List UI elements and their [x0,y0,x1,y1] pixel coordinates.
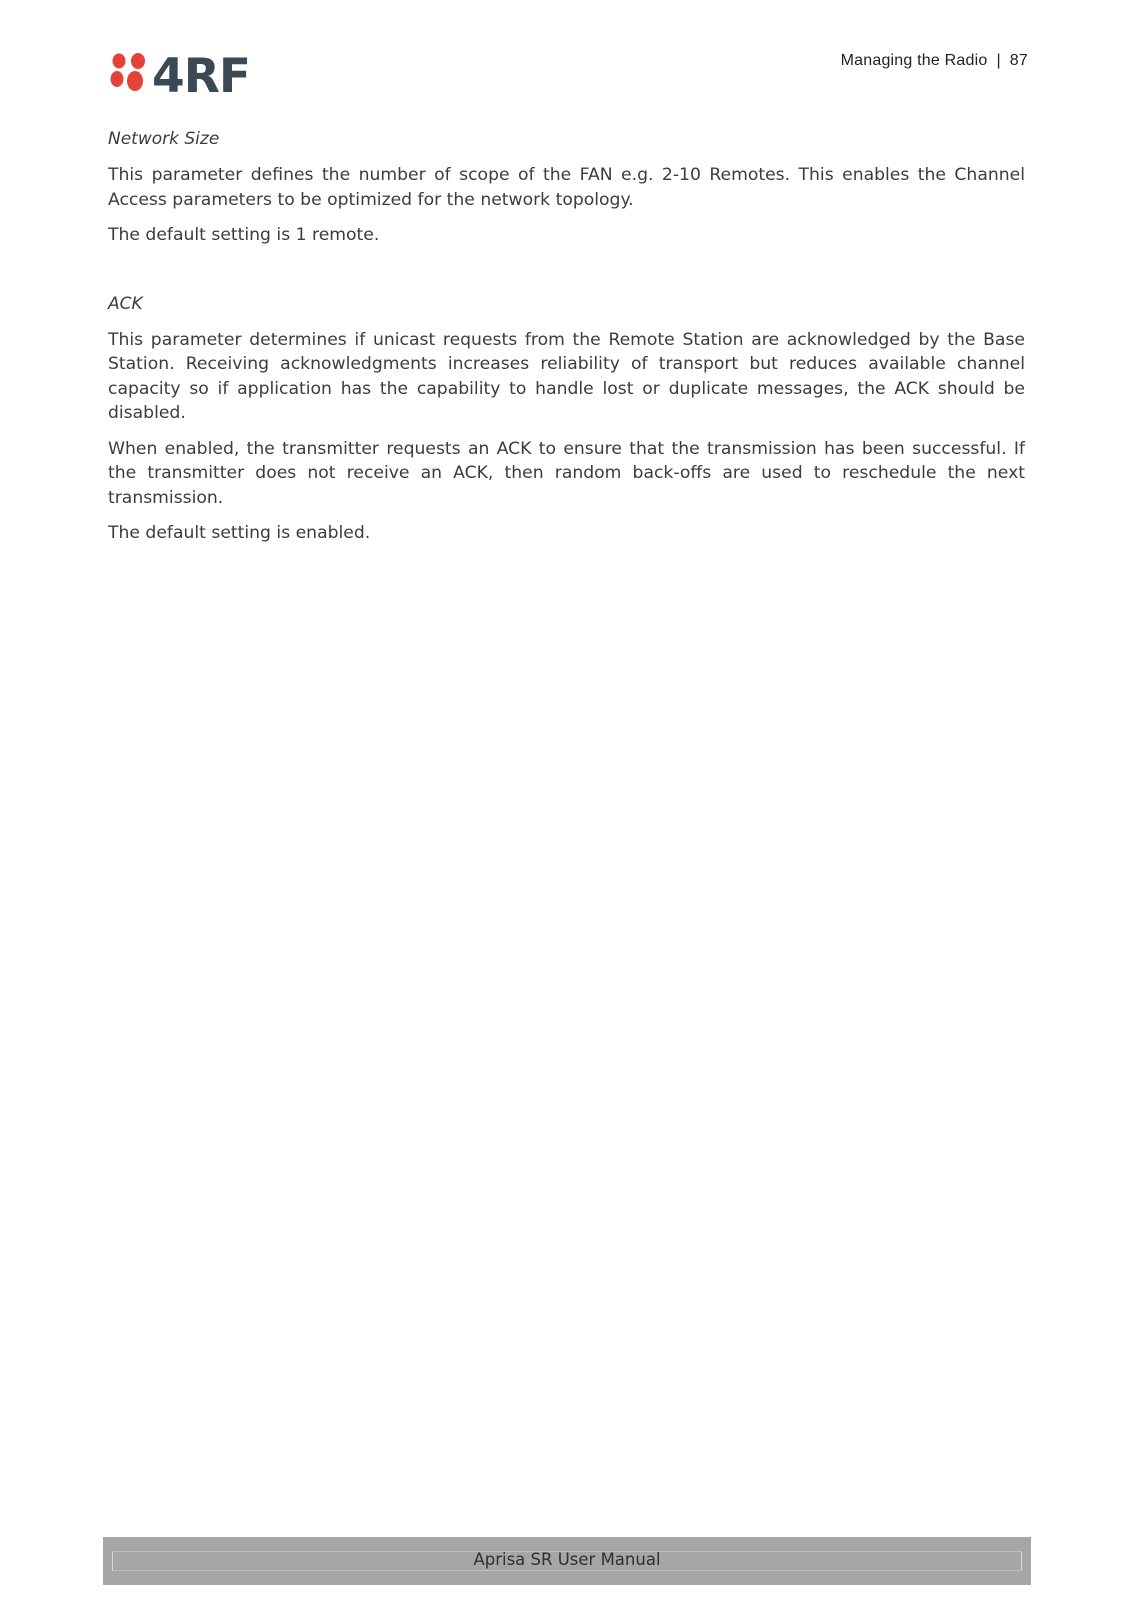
network-size-default: The default setting is 1 remote. [108,225,380,245]
ack-default: The default setting is enabled. [108,523,371,543]
page-footer [103,1537,1031,1585]
main-content [108,126,1025,557]
network-size-description: This parameter defines the number of scope of the FAN e.g. 2-10 Remotes. This enables the Channel Access parameters to be optimized for the network topology. [108,165,1025,210]
footer-title: Aprisa SR User Manual [473,1550,661,1569]
ack-description: This parameter determines if unicast requests from the Remote Station are acknowledged by the Base Station. Receiving acknowledgments increases reliability of transport but reduces available channel capacity so if application has the capability to handle lost or duplicate messages, the ACK should be disabled. [108,329,1025,423]
logo-text: 4RF [152,50,250,98]
section-gap [108,259,1025,291]
4rf-logo-graphic [110,50,282,98]
ack-heading: ACK [108,293,143,314]
section-title: Managing the Radio [840,52,988,69]
page-number: 87 [1009,52,1028,69]
4rf-logo [110,50,282,98]
running-header [841,52,1028,70]
header-separator: | [996,52,1001,69]
ack-enabled-behavior: When enabled, the transmitter requests an ACK to ensure that the transmission has been successful. If the transmitter does not receive an ACK, then random back-offs are used to reschedule the next transmission. [108,438,1025,508]
network-size-heading: Network Size [108,129,220,149]
